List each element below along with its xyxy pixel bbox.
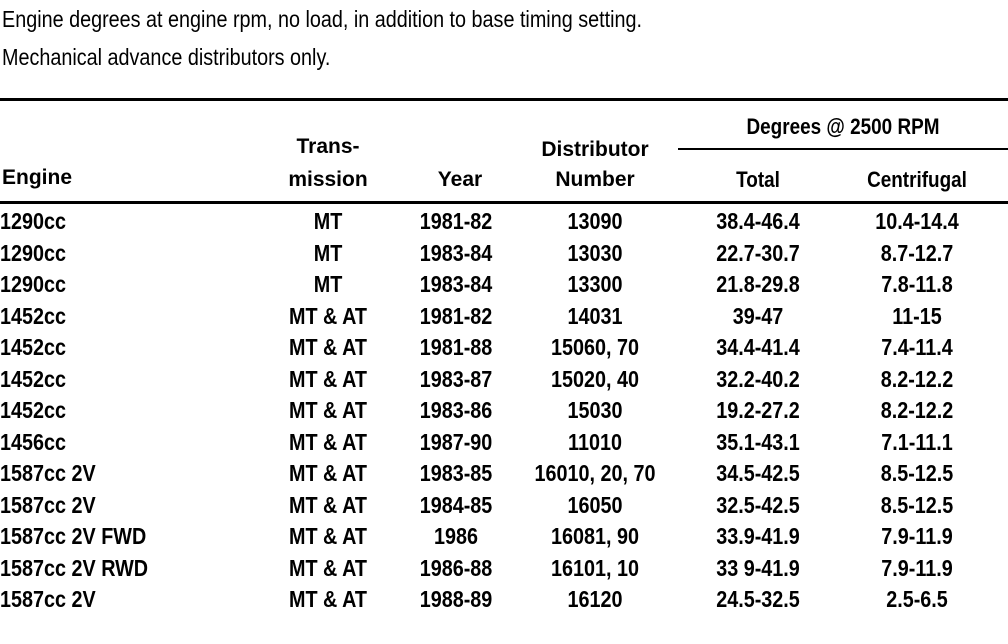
cell-engine: 1452cc bbox=[0, 334, 67, 360]
header-distributor-line1: Distributor bbox=[541, 138, 649, 161]
cell-centrifugal: 7.9-11.9 bbox=[881, 554, 953, 581]
cell-transmission: MT & AT bbox=[288, 302, 368, 329]
table-row bbox=[0, 427, 1008, 459]
cell-total: 33 9-41.9 bbox=[716, 554, 800, 581]
cell-distributor-number: 16120 bbox=[567, 586, 623, 612]
cell-total: 34.4-41.4 bbox=[716, 334, 800, 360]
cell-distributor-number: 16010, 20, 70 bbox=[534, 460, 656, 486]
cell-transmission: MT & AT bbox=[288, 397, 368, 423]
cell-total: 19.2-27.2 bbox=[716, 397, 800, 423]
cell-transmission: MT & AT bbox=[288, 491, 368, 518]
cell-engine: 1452cc bbox=[0, 397, 67, 423]
cell-centrifugal: 10.4-14.4 bbox=[875, 208, 959, 234]
table-row bbox=[0, 364, 1008, 396]
cell-centrifugal: 8.5-12.5 bbox=[880, 491, 954, 518]
cell-transmission: MT bbox=[313, 239, 343, 266]
cell-engine: 1290cc bbox=[0, 208, 67, 234]
cell-centrifugal: 7.4-11.4 bbox=[881, 334, 953, 360]
cell-year: 1981-82 bbox=[419, 302, 493, 329]
header-transmission-line1: Trans- bbox=[296, 135, 360, 158]
cell-total: 39-47 bbox=[732, 302, 784, 329]
table-row bbox=[0, 584, 1008, 616]
cell-transmission: MT bbox=[313, 271, 343, 297]
cell-distributor-number: 11010 bbox=[568, 428, 622, 455]
table-row bbox=[0, 269, 1008, 301]
cell-year: 1988-89 bbox=[419, 586, 493, 612]
cell-transmission: MT & AT bbox=[288, 365, 368, 392]
cell-engine: 1456cc bbox=[0, 428, 67, 455]
cell-distributor-number: 13090 bbox=[567, 208, 623, 234]
table-row bbox=[0, 238, 1008, 270]
cell-engine: 1290cc bbox=[0, 271, 67, 297]
table-row bbox=[0, 490, 1008, 522]
cell-distributor-number: 15030 bbox=[567, 397, 623, 423]
cell-distributor-number: 16050 bbox=[567, 491, 623, 518]
cell-engine: 1587cc 2V bbox=[0, 586, 96, 612]
cell-centrifugal: 7.9-11.9 bbox=[881, 523, 953, 549]
cell-transmission: MT & AT bbox=[288, 586, 368, 612]
table-top-rule bbox=[0, 98, 1008, 101]
cell-engine: 1587cc 2V FWD bbox=[0, 523, 147, 549]
cell-year: 1984-85 bbox=[419, 491, 493, 518]
table-row bbox=[0, 458, 1008, 490]
table-row bbox=[0, 332, 1008, 364]
cell-transmission: MT & AT bbox=[288, 554, 368, 581]
cell-centrifugal: 8.5-12.5 bbox=[880, 460, 954, 486]
cell-year: 1986 bbox=[433, 523, 479, 549]
cell-engine: 1587cc 2V bbox=[0, 491, 96, 518]
cell-transmission: MT & AT bbox=[288, 523, 368, 549]
cell-year: 1983-84 bbox=[419, 239, 493, 266]
header-distributor-line2: Number bbox=[555, 168, 635, 191]
header-bottom-rule bbox=[0, 201, 1008, 204]
cell-centrifugal: 7.1-11.1 bbox=[881, 428, 953, 455]
cell-total: 32.2-40.2 bbox=[716, 365, 800, 392]
header-year: Year bbox=[437, 168, 483, 191]
cell-total: 24.5-32.5 bbox=[716, 586, 800, 612]
cell-centrifugal: 11-15 bbox=[892, 302, 942, 329]
table-row bbox=[0, 301, 1008, 333]
cell-engine: 1452cc bbox=[0, 365, 67, 392]
cell-total: 35.1-43.1 bbox=[716, 428, 800, 455]
intro-line-2: Mechanical advance distributors only. bbox=[2, 44, 331, 70]
intro-line-1: Engine degrees at engine rpm, no load, in addition to base timing setting. bbox=[2, 6, 642, 32]
cell-year: 1986-88 bbox=[419, 554, 493, 581]
header-transmission-line2: mission bbox=[288, 168, 368, 191]
cell-total: 32.5-42.5 bbox=[716, 491, 800, 518]
cell-centrifugal: 2.5-6.5 bbox=[886, 586, 948, 612]
cell-engine: 1587cc 2V RWD bbox=[0, 554, 149, 581]
cell-distributor-number: 15020, 40 bbox=[550, 365, 640, 392]
cell-year: 1983-84 bbox=[419, 271, 493, 297]
header-centrifugal: Centrifugal bbox=[867, 167, 967, 192]
header-degrees-group: Degrees @ 2500 RPM bbox=[746, 114, 940, 139]
table-body bbox=[0, 206, 1008, 616]
cell-distributor-number: 14031 bbox=[567, 302, 623, 329]
cell-transmission: MT & AT bbox=[288, 460, 368, 486]
cell-transmission: MT bbox=[313, 208, 343, 234]
cell-centrifugal: 8.2-12.2 bbox=[880, 397, 954, 423]
cell-year: 1981-88 bbox=[419, 334, 493, 360]
cell-centrifugal: 7.8-11.8 bbox=[881, 271, 953, 297]
cell-centrifugal: 8.2-12.2 bbox=[880, 365, 954, 392]
cell-total: 22.7-30.7 bbox=[716, 239, 800, 266]
cell-total: 38.4-46.4 bbox=[716, 208, 800, 234]
table-row bbox=[0, 206, 1008, 238]
header-engine: Engine bbox=[2, 166, 73, 189]
cell-distributor-number: 16081, 90 bbox=[550, 523, 640, 549]
cell-transmission: MT & AT bbox=[288, 334, 368, 360]
table-row bbox=[0, 395, 1008, 427]
table-row bbox=[0, 521, 1008, 553]
cell-distributor-number: 13300 bbox=[567, 271, 623, 297]
cell-total: 33.9-41.9 bbox=[716, 523, 800, 549]
cell-transmission: MT & AT bbox=[288, 428, 368, 455]
cell-centrifugal: 8.7-12.7 bbox=[880, 239, 954, 266]
cell-total: 34.5-42.5 bbox=[716, 460, 800, 486]
cell-engine: 1587cc 2V bbox=[0, 460, 96, 486]
cell-engine: 1290cc bbox=[0, 239, 67, 266]
cell-year: 1983-86 bbox=[419, 397, 493, 423]
cell-year: 1983-85 bbox=[419, 460, 493, 486]
table-row bbox=[0, 553, 1008, 585]
header-group-rule bbox=[678, 148, 1008, 150]
intro-text bbox=[2, 0, 642, 76]
cell-distributor-number: 13030 bbox=[567, 239, 623, 266]
cell-year: 1983-87 bbox=[419, 365, 493, 392]
cell-total: 21.8-29.8 bbox=[716, 271, 800, 297]
cell-year: 1987-90 bbox=[419, 428, 493, 455]
header-total: Total bbox=[736, 167, 780, 192]
cell-distributor-number: 16101, 10 bbox=[550, 554, 640, 581]
cell-distributor-number: 15060, 70 bbox=[550, 334, 640, 360]
cell-year: 1981-82 bbox=[419, 208, 493, 234]
cell-engine: 1452cc bbox=[0, 302, 67, 329]
